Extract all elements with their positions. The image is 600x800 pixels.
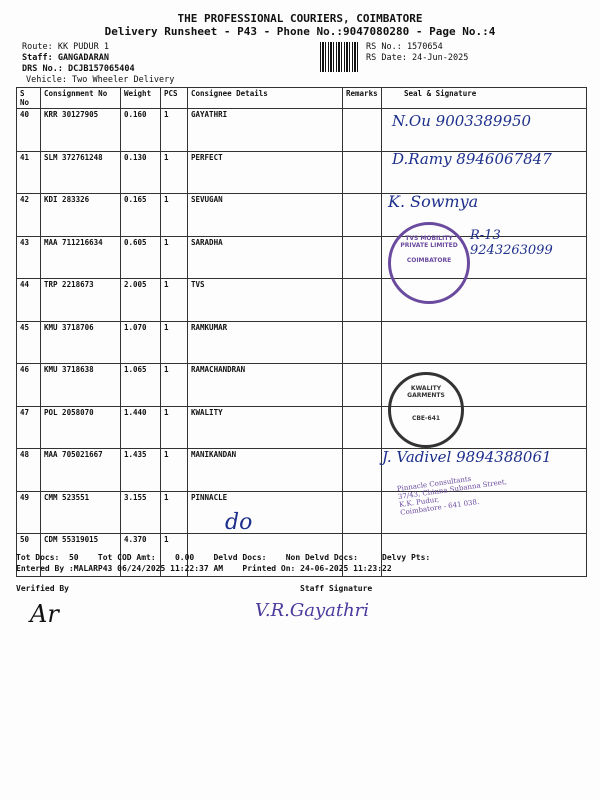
cell-sno: 50 [17,534,41,577]
cell-pcs: 1 [161,194,188,237]
cell-name: SARADHA [188,236,343,279]
cell-sno: 46 [17,364,41,407]
cell-pcs: 1 [161,364,188,407]
cell-wt: 0.605 [121,236,161,279]
cell-sno: 44 [17,279,41,322]
cell-pcs: 1 [161,236,188,279]
cell-name: KWALITY [188,406,343,449]
cell-wt: 0.160 [121,109,161,152]
cell-cons: POL 2058070 [41,406,121,449]
cell-pcs: 1 [161,406,188,449]
table-row [17,279,587,322]
company-title: THE PROFESSIONAL COURIERS, COIMBATORE [177,12,423,25]
signature-row-42: K. Sowmya [388,192,479,211]
barcode [320,42,360,72]
vehicle-label: Vehicle: Two Wheeler Delivery [26,75,175,85]
cell-wt: 4.370 [121,534,161,577]
table-row [17,406,587,449]
cell-wt: 1.070 [121,321,161,364]
cell-pcs: 1 [161,109,188,152]
cell-cons: KDI 283326 [41,194,121,237]
cell-name: RAMACHANDRAN [188,364,343,407]
cell-cons: KRR 30127905 [41,109,121,152]
kwality-stamp-city: CBE-641 [411,415,441,422]
cell-cons: CMM 523551 [41,491,121,534]
signature-row-40: N.Ou 9003389950 [392,112,532,130]
cell-pcs: 1 [161,534,188,577]
cell-cons: TRP 2218673 [41,279,121,322]
pinnacle-stamp: Pinnacle Consultants 37/43, Chinna Subanna Street, K.K. Pudur, Coimbatore - 641 038. [396,474,508,517]
cell-cons: SLM 372761248 [41,151,121,194]
staff-signature-label: Staff Signature [300,584,373,593]
cell-name: MANIKANDAN [188,449,343,492]
cell-sno: 45 [17,321,41,364]
staff-signature: V.R.Gayathri [255,600,370,621]
cell-sno: 42 [17,194,41,237]
table-row [17,321,587,364]
rs-number: RS No.: 1570654 [366,42,443,52]
col-header: Consignment No [41,88,121,109]
tvs-stamp [388,222,470,304]
cell-name: TVS [188,279,343,322]
cell-pcs: 1 [161,151,188,194]
cell-wt: 1.440 [121,406,161,449]
cell-pcs: 1 [161,449,188,492]
cell-remarks [343,236,382,279]
cell-wt: 3.155 [121,491,161,534]
cell-remarks [343,449,382,492]
cell-sno: 48 [17,449,41,492]
cell-remarks [343,279,382,322]
cell-wt: 0.165 [121,194,161,237]
cell-remarks [343,194,382,237]
cell-wt: 1.435 [121,449,161,492]
cell-sno: 49 [17,491,41,534]
cell-name: SEVUGAN [188,194,343,237]
signature-row-48: J. Vadivel 9894388061 [382,448,552,466]
cell-wt: 2.005 [121,279,161,322]
cell-name: PINNACLE [188,491,343,534]
cell-cons: MAA 705021667 [41,449,121,492]
col-header: Remarks [343,88,382,109]
col-header: Weight [121,88,161,109]
cell-pcs: 1 [161,491,188,534]
totals-line: Tot Docs: 50 Tot COD Amt: 0.00 Delvd Docs: Non Delvd Docs: Delvy Pts: [16,553,431,562]
signature-row-41: D.Ramy 8946067847 [392,150,552,168]
verified-signature: Ar [30,600,59,628]
cell-pcs: 1 [161,279,188,322]
cell-wt: 1.065 [121,364,161,407]
cell-sno: 43 [17,236,41,279]
cell-cons: CDM 55319015 [41,534,121,577]
cell-remarks [343,364,382,407]
entered-by-line: Entered By :MALARP43 06/24/2025 11:22:37 AM Printed On: 24-06-2025 11:23:22 [16,564,392,573]
cell-sno: 40 [17,109,41,152]
cell-remarks [343,491,382,534]
col-header: Consignee Details [188,88,343,109]
cell-cons: MAA 711216634 [41,236,121,279]
cell-remarks [343,151,382,194]
kwality-stamp-text: KWALITY GARMENTS [407,385,445,399]
cell-pcs: 1 [161,321,188,364]
signature-row-43: R-13 9243263099 [470,228,553,258]
staff-label: Staff: GANGADARAN [22,53,109,63]
col-header: PCS [161,88,188,109]
drs-number: DRS No.: DCJB157065404 [22,64,135,74]
cell-sno: 47 [17,406,41,449]
route-label: Route: KK PUDUR 1 [22,42,109,52]
kwality-stamp [388,372,464,448]
cell-remarks [343,109,382,152]
cell-sno: 41 [17,151,41,194]
runsheet-title: Delivery Runsheet - P43 - Phone No.:9047080280 - Page No.:4 [104,25,496,38]
signature-row-50: do [225,510,253,535]
col-header: S No [17,88,41,109]
cell-remarks [343,406,382,449]
cell-name: PERFECT [188,151,343,194]
table-row [17,364,587,407]
col-header: Seal & Signature [382,88,587,109]
cell-remarks [343,321,382,364]
cell-name: GAYATHRI [188,109,343,152]
cell-wt: 0.130 [121,151,161,194]
tvs-stamp-city: COIMBATORE [406,257,452,264]
cell-seal [382,321,587,364]
cell-name: RAMKUMAR [188,321,343,364]
cell-cons: KMU 3718638 [41,364,121,407]
table-header-row [17,88,587,109]
tvs-stamp-text: TVS MOBILITY PRIVATE LIMITED [400,235,458,249]
cell-cons: KMU 3718706 [41,321,121,364]
rs-date: RS Date: 24-Jun-2025 [366,53,469,63]
verified-by-label: Verified By [16,584,69,593]
